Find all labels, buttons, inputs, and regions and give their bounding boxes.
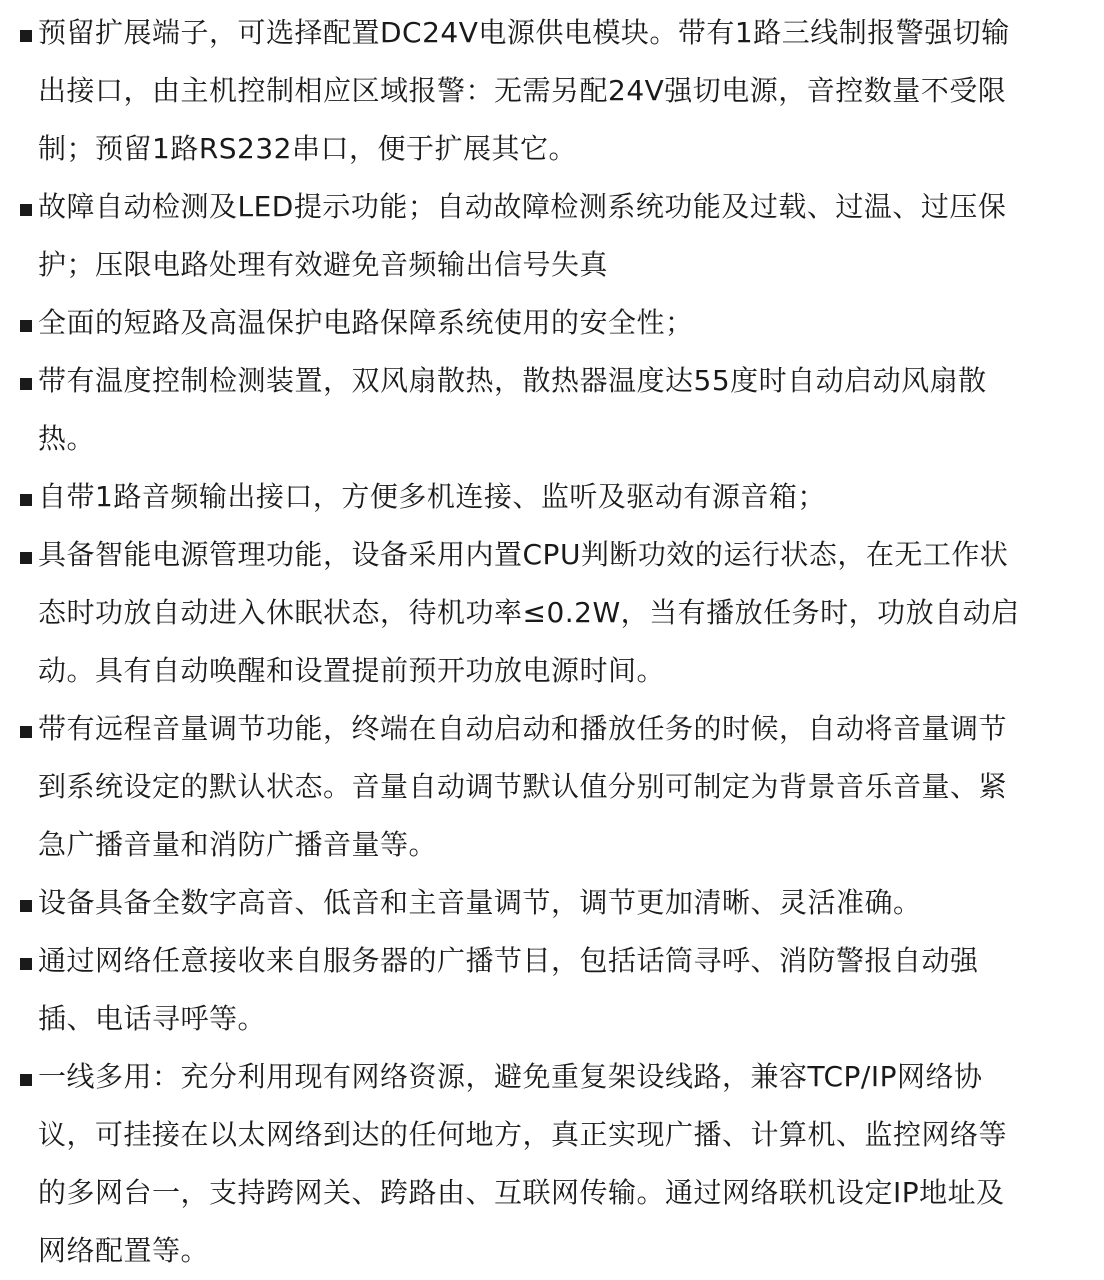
feature-item xyxy=(20,932,1030,1048)
square-bullet-icon xyxy=(20,204,32,216)
feature-item xyxy=(20,4,1030,178)
square-bullet-icon xyxy=(20,726,32,738)
feature-text: 预留扩展端子，可选择配置DC24V电源供电模块。带有1路三线制报警强切输出接口，由主机控制相应区域报警：无需另配24V强切电源，音控数量不受限制；预留1路RS232串口，便于扩展其它。 xyxy=(38,16,1010,165)
square-bullet-icon xyxy=(20,494,32,506)
feature-item xyxy=(20,468,1030,526)
feature-item xyxy=(20,178,1030,294)
square-bullet-icon xyxy=(20,30,32,42)
feature-text: 全面的短路及高温保护电路保障系统使用的安全性； xyxy=(38,306,694,339)
feature-item xyxy=(20,874,1030,932)
feature-text: 具备智能电源管理功能，设备采用内置CPU判断功效的运行状态，在无工作状态时功放自动进入休眠状态，待机功率≤0.2W，当有播放任务时，功放自动启动。具有自动唤醒和设置提前预开功放电源时间。 xyxy=(38,538,1020,687)
square-bullet-icon xyxy=(20,320,32,332)
feature-item xyxy=(20,352,1030,468)
feature-text: 故障自动检测及LED提示功能；自动故障检测系统功能及过载、过温、过压保护；压限电路处理有效避免音频输出信号失真 xyxy=(38,190,1007,281)
feature-text: 带有远程音量调节功能，终端在自动启动和播放任务的时候，自动将音量调节到系统设定的默认状态。音量自动调节默认值分别可制定为背景音乐音量、紧急广播音量和消防广播音量等。 xyxy=(38,712,1008,861)
feature-item xyxy=(20,1048,1030,1280)
square-bullet-icon xyxy=(20,958,32,970)
square-bullet-icon xyxy=(20,900,32,912)
feature-text: 设备具备全数字高音、低音和主音量调节，调节更加清晰、灵活准确。 xyxy=(38,886,922,919)
square-bullet-icon xyxy=(20,1074,32,1086)
feature-text: 带有温度控制检测装置，双风扇散热，散热器温度达55度时自动启动风扇散热。 xyxy=(38,364,987,455)
feature-item xyxy=(20,700,1030,874)
feature-text: 自带1路音频输出接口，方便多机连接、监听及驱动有源音箱； xyxy=(38,480,826,513)
feature-item xyxy=(20,294,1030,352)
feature-text: 一线多用：充分利用现有网络资源，避免重复架设线路，兼容TCP/IP网络协议，可挂接在以太网络到达的任何地方，真正实现广播、计算机、监控网络等的多网台一，支持跨网关、跨路由、互联网传输。通过网络联机设定IP地址及网络配置等。 xyxy=(38,1060,1008,1267)
feature-list xyxy=(20,4,1030,1280)
square-bullet-icon xyxy=(20,552,32,564)
feature-text: 通过网络任意接收来自服务器的广播节目，包括话筒寻呼、消防警报自动强插、电话寻呼等。 xyxy=(38,944,979,1035)
feature-item xyxy=(20,526,1030,700)
square-bullet-icon xyxy=(20,378,32,390)
